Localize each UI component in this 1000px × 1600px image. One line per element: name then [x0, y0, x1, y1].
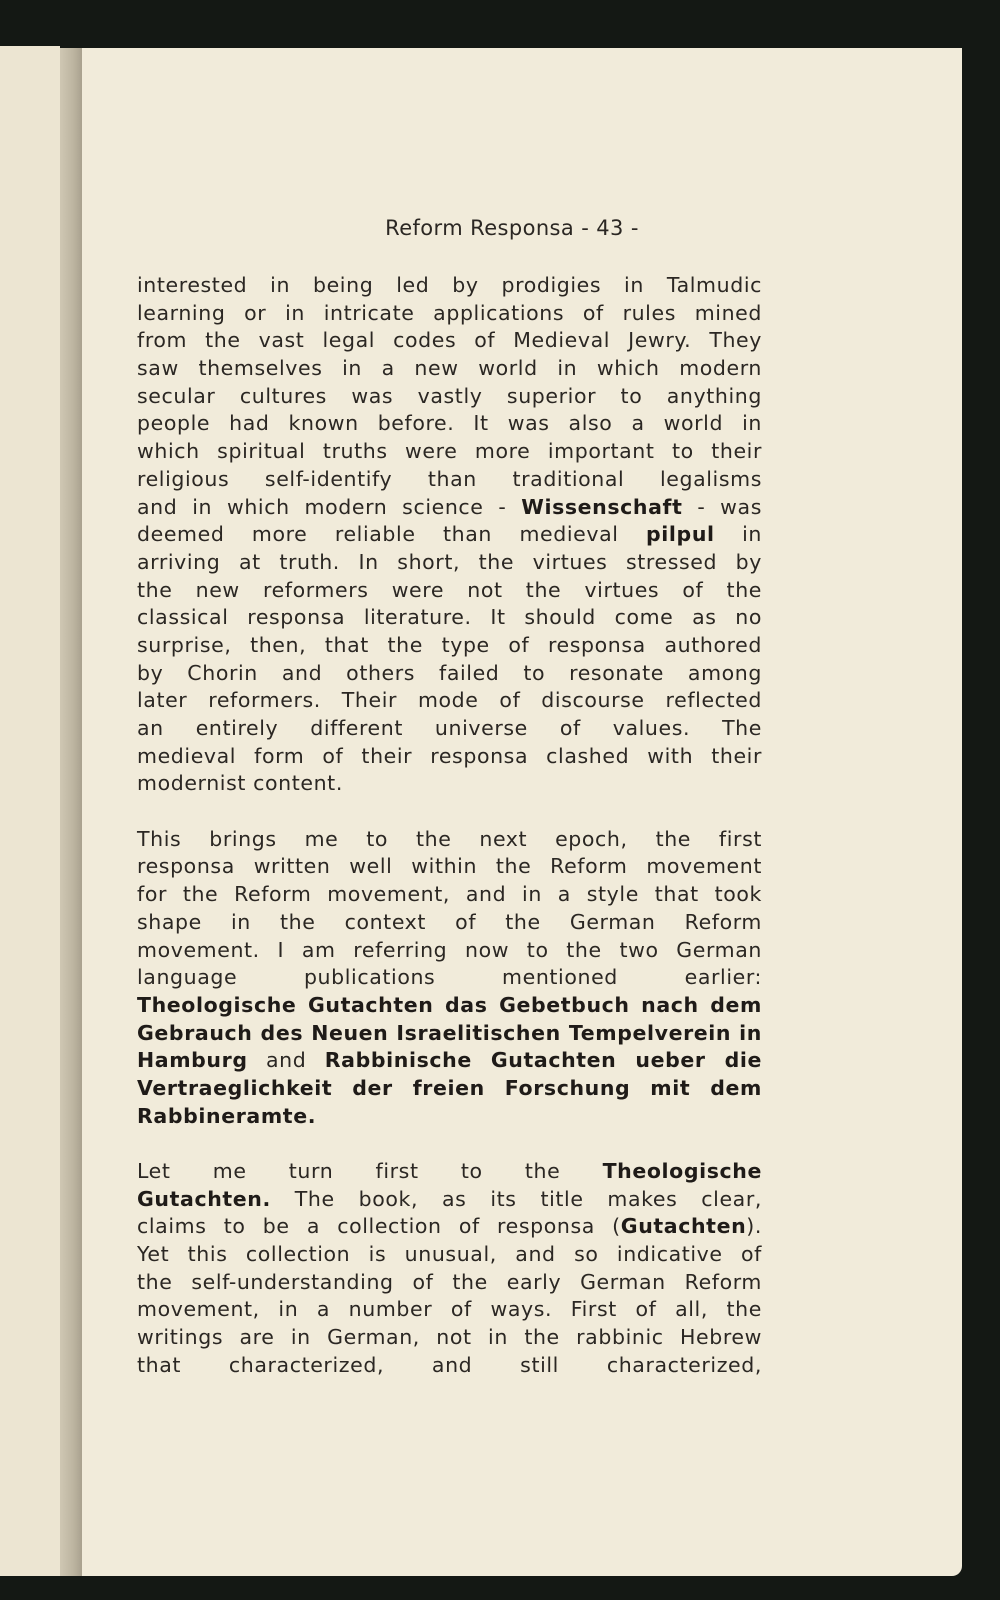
text-line — [137, 1020, 762, 1048]
bold-term: Hamburg — [137, 1048, 248, 1073]
text-run: learning or in intricate applications of rules mined — [137, 300, 762, 325]
text-line — [137, 521, 762, 549]
text-run: Let me turn first to the — [137, 1159, 603, 1183]
book-page — [82, 48, 962, 1576]
text-run: religious self-identify than traditional legalisms — [137, 466, 762, 491]
text-run: people had known before. It was also a world in — [137, 411, 762, 436]
text-run: from the vast legal codes of Medieval Jewry. They — [137, 328, 762, 353]
page-body-text — [137, 272, 762, 1380]
text-line — [137, 383, 762, 411]
text-run: responsa written well within the Reform movement — [137, 854, 762, 879]
text-line — [137, 410, 762, 438]
text-line — [137, 964, 762, 992]
running-header: Reform Responsa - 43 - — [385, 216, 639, 240]
text-line — [137, 327, 762, 355]
text-run: writings are in German, not in the rabbinic Hebrew — [137, 1325, 762, 1350]
text-run: and — [247, 1048, 325, 1073]
text-line — [137, 300, 762, 328]
text-line — [137, 549, 762, 577]
text-line — [137, 577, 762, 605]
bold-term: Gutachten — [620, 1214, 747, 1239]
text-line — [137, 604, 762, 632]
bold-term: Theologische — [602, 1159, 762, 1183]
bold-term: Theologische Gutachten das Gebetbuch nach dem — [137, 992, 762, 1017]
text-line — [137, 909, 762, 937]
text-line — [137, 853, 762, 881]
text-line — [137, 632, 762, 660]
text-line — [137, 1213, 762, 1241]
bold-term: Rabbinische Gutachten ueber die — [324, 1048, 762, 1073]
text-line — [137, 494, 762, 522]
text-line — [137, 272, 762, 300]
text-run: claims to be a collection of responsa ( — [137, 1214, 621, 1239]
text-run: movement. I am referring now to the two German — [137, 937, 762, 962]
text-line — [137, 1241, 762, 1269]
text-line — [137, 438, 762, 466]
text-line — [137, 1324, 762, 1352]
text-run: movement, in a number of ways. First of all, the — [137, 1297, 762, 1322]
text-run: medieval form of their responsa clashed with their — [137, 743, 762, 768]
text-line — [137, 826, 762, 854]
text-run: an entirely different universe of values. The — [137, 716, 762, 740]
text-run: classical responsa literature. It should come as no — [137, 605, 762, 630]
text-line — [137, 687, 762, 715]
bold-term: Rabbineramte. — [137, 1103, 317, 1128]
text-run: The book, as its title makes clear, — [270, 1186, 762, 1211]
text-line — [137, 1296, 762, 1324]
text-line — [137, 1352, 762, 1380]
text-line — [137, 466, 762, 494]
text-run: shape in the context of the German Reform — [137, 909, 762, 934]
text-run: that characterized, and still characterized, — [137, 1352, 762, 1377]
text-line — [137, 1158, 762, 1186]
bold-term: Gebrauch des Neuen Israelitischen Tempelverein in — [137, 1020, 762, 1045]
text-line — [137, 1103, 762, 1131]
text-line — [137, 355, 762, 383]
bold-term: pilpul — [646, 522, 715, 547]
paragraph-break — [137, 1130, 762, 1158]
text-run: arriving at truth. In short, the virtues stressed by — [137, 549, 762, 574]
text-run: interested in being led by prodigies in Talmudic — [137, 273, 762, 297]
text-run: surprise, then, that the type of responsa authored — [137, 632, 762, 657]
text-run: Yet this collection is unusual, and so indicative of — [137, 1242, 762, 1267]
text-line — [137, 770, 762, 798]
bold-term: Vertraeglichkeit der freien Forschung mit dem — [137, 1075, 762, 1100]
text-run: later reformers. Their mode of discourse reflected — [137, 688, 762, 713]
text-run: and in which modern science - — [137, 494, 522, 519]
bold-term: Gutachten. — [137, 1186, 271, 1211]
text-run: which spiritual truths were more important to their — [137, 439, 762, 464]
text-line — [137, 743, 762, 771]
text-run: ). — [746, 1214, 762, 1239]
text-line — [137, 715, 762, 743]
paragraph-break — [137, 798, 762, 826]
text-run: - was — [682, 494, 762, 519]
text-run: saw themselves in a new world in which modern — [137, 356, 762, 381]
bold-term: Wissenschaft — [521, 494, 683, 519]
text-run: This brings me to the next epoch, the first — [137, 826, 762, 851]
text-run: in — [714, 522, 762, 547]
text-line — [137, 881, 762, 909]
text-run: language publications mentioned earlier: — [137, 965, 762, 990]
text-line — [137, 992, 762, 1020]
text-run: deemed more reliable than medieval — [137, 522, 647, 547]
text-run: the new reformers were not the virtues of the — [137, 577, 762, 602]
text-run: by Chorin and others failed to resonate among — [137, 660, 762, 685]
text-line — [137, 1047, 762, 1075]
text-run: the self-understanding of the early German Reform — [137, 1269, 762, 1294]
text-line — [137, 937, 762, 965]
book-gutter — [60, 48, 82, 1576]
text-line — [137, 1075, 762, 1103]
text-line — [137, 660, 762, 688]
text-run: secular cultures was vastly superior to anything — [137, 383, 762, 408]
text-run: for the Reform movement, and in a style that took — [137, 882, 762, 907]
text-run: modernist content. — [137, 771, 343, 796]
facing-page-edge — [0, 46, 60, 1576]
text-line — [137, 1269, 762, 1297]
text-line — [137, 1186, 762, 1214]
